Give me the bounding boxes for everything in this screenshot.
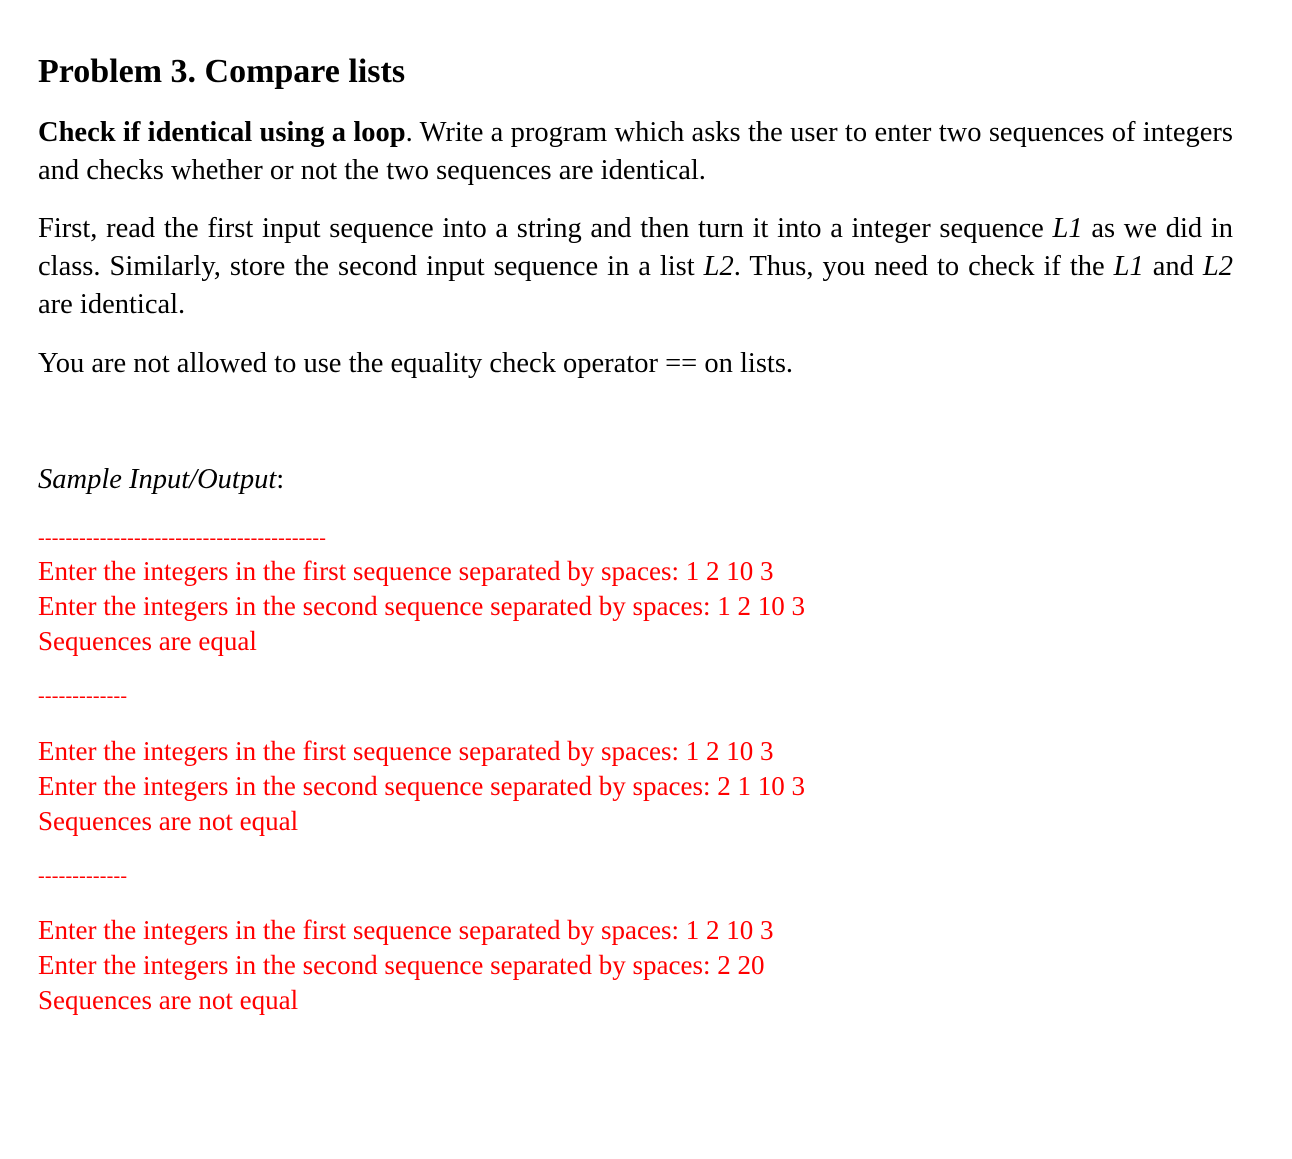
var-l2-second: L2	[1202, 251, 1233, 282]
var-l2: L2	[703, 251, 734, 282]
paragraph-instructions	[38, 210, 1233, 324]
instr-text-5: are identical.	[38, 289, 186, 320]
problem-title: Problem 3. Compare lists	[38, 53, 406, 90]
instr-text-2: as we did in class. Similarly, store the second input sequence in a list	[38, 213, 1234, 282]
var-l1: L1	[1052, 213, 1083, 244]
separator-short-1: -------------	[38, 685, 128, 707]
separator-short-2: -------------	[38, 865, 128, 887]
example-3-line-1: Enter the integers in the first sequence separated by spaces: 1 2 10 3	[38, 915, 774, 945]
sample-heading-colon: :	[276, 464, 285, 495]
task-lead: Check if identical using a loop	[38, 117, 406, 148]
instr-text-1: First, read the first input sequence into a string and then turn it into a integer sequence	[38, 213, 1053, 244]
example-3-line-2: Enter the integers in the second sequence separated by spaces: 2 20	[38, 950, 765, 980]
example-1-line-3: Sequences are equal	[38, 626, 257, 656]
sample-heading	[38, 461, 284, 499]
paragraph-task	[38, 114, 1233, 190]
var-l1-second: L1	[1113, 251, 1144, 282]
paragraph-restriction: You are not allowed to use the equality check operator == on lists.	[38, 348, 794, 379]
example-2-line-2: Enter the integers in the second sequence separated by spaces: 2 1 10 3	[38, 771, 805, 801]
instr-text-3: . Thus, you need to check if the	[733, 251, 1114, 282]
example-1-line-2: Enter the integers in the second sequence separated by spaces: 1 2 10 3	[38, 591, 805, 621]
sample-heading-text: Sample Input/Output	[38, 464, 277, 495]
example-3-line-3: Sequences are not equal	[38, 985, 299, 1015]
example-2-line-1: Enter the integers in the first sequence separated by spaces: 1 2 10 3	[38, 736, 774, 766]
example-1-line-1: Enter the integers in the first sequence separated by spaces: 1 2 10 3	[38, 556, 774, 586]
separator-long: ------------------------------------------	[38, 527, 327, 549]
task-text: . Write a program which asks the user to enter two sequences of integers and checks whether or not the two sequences are identical.	[38, 117, 1233, 186]
example-2-line-3: Sequences are not equal	[38, 806, 299, 836]
instr-text-4: and	[1143, 251, 1203, 282]
